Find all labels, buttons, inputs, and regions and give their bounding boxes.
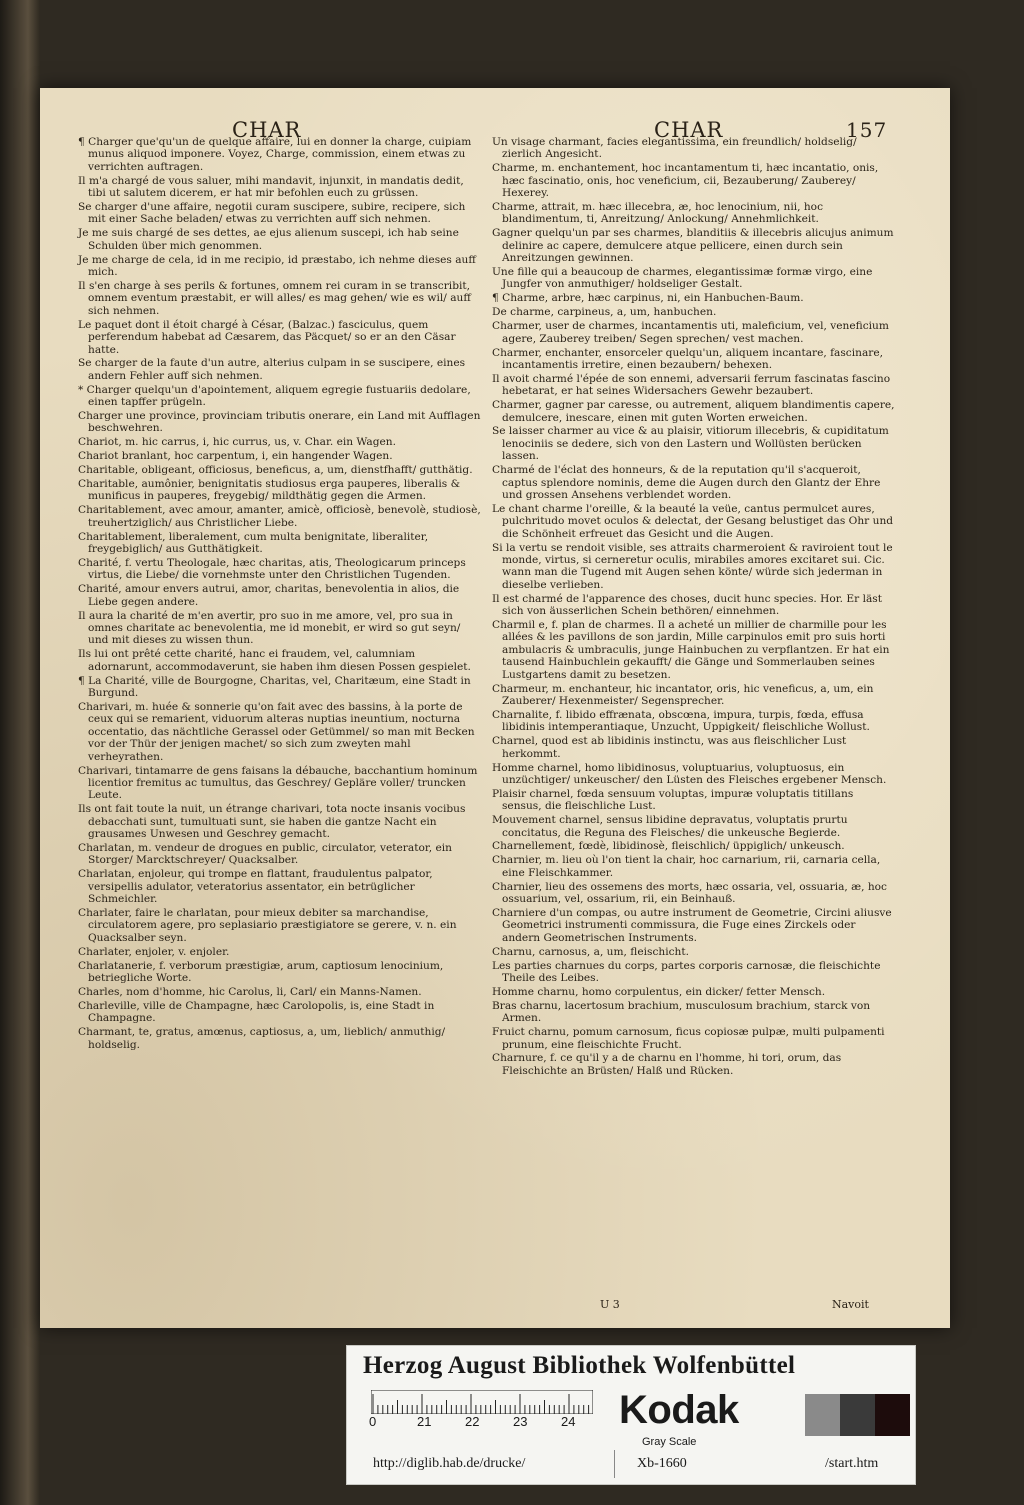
dictionary-entry: Charleville, ville de Champagne, hæc Carolopolis, is, eine Stadt in Champagne. — [78, 999, 435, 1025]
kodak-logo: Kodak — [619, 1388, 739, 1432]
dictionary-entry: Charivari, m. huée & sonnerie qu'on fait avec des bassins, à la porte de ceux qui se remarient, viduorum alteras nuptias ineuntium, nocturna occentatio, das nächtliche Gerassel oder Getümmel/ so man mit Becken vor der Thür der jenigen machet/ so sich zum zweyten mahl verheyrathen. — [78, 700, 475, 763]
shelfmark: Xb-1660 — [637, 1456, 687, 1471]
book-page — [40, 88, 950, 1328]
ruler-number: 0 — [369, 1414, 377, 1429]
dictionary-entry: Charmer, enchanter, ensorceler quelqu'un, aliquem incantare, fascinare, incantamentis irretire, einen bezaubern/ behexen. — [492, 346, 883, 371]
grayscale-label: Gray Scale — [642, 1436, 697, 1448]
dictionary-entry: Il s'en charge à ses perils & fortunes, omnem rei curam in se transcribit, omnem eventum præstabit, er will alles/ es mag gehen/ wie es wil/ auff sich nehmen. — [78, 279, 471, 317]
dictionary-entry: Plaisir charnel, fœda sensuum voluptas, impuræ voluptatis titillans sensus, die fleischliche Lust. — [492, 787, 854, 813]
dictionary-entry: Le chant charme l'oreille, & la beauté la veüe, cantus permulcet aures, pulchritudo movet oculos & delectat, der Gesang belustiget das Ohr und die Schönheit erfreuet das Gesicht und die Augen. — [492, 502, 894, 540]
running-head-right: CHAR — [654, 118, 724, 142]
dictionary-entry: Gagner quelqu'un par ses charmes, blanditiis & illecebris alicujus animum delinire ac capere, demulcere atque pellicere, einen durch sein Anreitzungen gewinnen. — [492, 227, 894, 265]
dictionary-entry: Le paquet dont il étoit chargé à César, (Balzac.) fasciculus, quem perferendum habebat ad Cæsarem, das Päcquet/ so er an den Cäsar hatte. — [78, 318, 456, 356]
dictionary-entry: Si la vertu se rendoit visible, ses attraits charmeroient & raviroient tout le monde, virtus, si cerneretur oculis, mirabiles amores excitaret sui. Cic. wann man die Tugend mit Augen sehen könte/ würde sich jederman in dieselbe verlieben. — [492, 541, 893, 591]
dictionary-entry: Bras charnu, lacertosum brachium, musculosum brachium, starck von Armen. — [492, 999, 871, 1025]
ruler-number: 22 — [465, 1414, 480, 1429]
dictionary-entry: Charnalite, f. libido effrænata, obscœna, impura, turpis, fœda, effusa libidinis intemperantiaque, Unzucht, Uppigkeit/ fleischliche Wollust. — [492, 708, 870, 734]
dictionary-entry: Chariot, m. hic carrus, i, hic currus, us, v. Char. ein Wagen. — [78, 436, 396, 449]
dictionary-entry: ¶ La Charité, ville de Bourgogne, Charitas, vel, Charitæum, eine Stadt in Burgund. — [78, 674, 471, 700]
dictionary-entry: Charles, nom d'homme, hic Carolus, li, Carl/ ein Manns-Namen. — [78, 985, 422, 998]
running-head-left: CHAR — [232, 118, 302, 142]
dictionary-entry: De charme, carpineus, a, um, hanbuchen. — [492, 306, 717, 319]
ruler-scale — [371, 1390, 593, 1414]
dictionary-entry: Charivari, tintamarre de gens faisans la débauche, bacchantium hominum licentior fremitus ac tumultus, das Geschrey/ Gepläre voller/ truncken Leute. — [78, 764, 478, 802]
dictionary-entry: Il est charmé de l'apparence des choses, ducit hunc species. Hor. Er läst sich von äusserlichen Schein bethören/ einnehmen. — [492, 592, 882, 618]
dictionary-entry: Les parties charnues du corps, partes corporis carnosæ, die fleischichte Theile des Leibes. — [492, 959, 881, 984]
ruler-number: 23 — [513, 1414, 528, 1429]
dictionary-entry: Je me suis chargé de ses dettes, ae ejus alienum suscepi, ich hab seine Schulden über mich genommen. — [78, 227, 459, 252]
dictionary-entry: Il m'a chargé de vous saluer, mihi mandavit, injunxit, in mandatis dedit, tibi ut salutem dicerem, er hat mir befohlen euch zu grüssen. — [78, 174, 464, 200]
dictionary-entry: Fruict charnu, pomum carnosum, ficus copiosæ pulpæ, multi pulpamenti prunum, eine fleischichte Frucht. — [492, 1026, 885, 1051]
dictionary-entry: Charmil e, f. plan de charmes. Il a acheté un millier de charmille pour les allées & les pavillons de son jardin, Mille carpinulos emit pro suis horti ambulacris & umbraculis, junge Hainbuchen zu verpflantzen. Er hat ein tausend Hainbuchlein gekaufft/ die Gänge und Sommerlauben seines Lustgartens damit zu besetzen. — [492, 619, 890, 681]
dictionary-entry: Charlater, enjoler, v. enjoler. — [78, 945, 230, 958]
right-column — [492, 136, 896, 1079]
dictionary-entry: Charlater, faire le charlatan, pour mieux debiter sa marchandise, circulatorem agere, pro seplasiario præstigiatore se gerere, v. n. ein Quacksalber seyn. — [78, 906, 457, 944]
dictionary-entry: Charger une province, provinciam tributis onerare, ein Land mit Aufflagen beschwehren. — [78, 410, 481, 435]
dictionary-entry: Se laisser charmer au vice & au plaisir, vitiorum illecebris, & cupiditatum lenociniis se dedere, sich von den Lastern und Wollüsten berücken lassen. — [492, 425, 889, 463]
dictionary-entry: Charmer, user de charmes, incantamentis uti, maleficium, vel, veneficium agere, Zauberey treiben/ Segen sprechen/ vest machen. — [492, 320, 889, 345]
catchword: Navoit — [832, 1298, 869, 1311]
gray-patch-light — [805, 1394, 840, 1436]
dictionary-entry: Charnellement, fœdè, libidinosè, fleischlich/ üppiglich/ unkeusch. — [492, 840, 845, 853]
signature-mark: U 3 — [600, 1298, 620, 1311]
dictionary-entry: Charnu, carnosus, a, um, fleischicht. — [492, 945, 689, 958]
library-label-card — [346, 1345, 916, 1485]
dictionary-entry: Charnier, m. lieu où l'on tient la chair, hoc carnarium, rii, carnaria cella, eine Fleischkammer. — [492, 854, 881, 879]
dictionary-entry: Charlatanerie, f. verborum præstigiæ, arum, captiosum lenocinium, betriegliche Worte. — [78, 959, 444, 984]
dictionary-entry: Charitable, obligeant, officiosus, beneficus, a, um, dienstfhafft/ gutthätig. — [78, 464, 473, 477]
dictionary-entry: Se charger de la faute d'un autre, alterius culpam in se suscipere, eines andern Fehler auff sich nehmen. — [78, 357, 466, 382]
divider — [614, 1450, 615, 1478]
dictionary-entry: Charité, amour envers autrui, amor, charitas, benevolentia in alios, die Liebe gegen andere. — [78, 583, 460, 608]
dictionary-entry: Charnier, lieu des ossemens des morts, hæc ossaria, vel, ossuaria, æ, hoc ossuarium, vel, ossarium, rii, ein Beinhauß. — [492, 880, 887, 906]
dictionary-entry: Je me charge de cela, id in me recipio, id præstabo, ich nehme dieses auff mich. — [78, 253, 476, 279]
dictionary-entry: Un visage charmant, facies elegantissima, ein freundlich/ holdselig/ zierlich Angesicht. — [492, 136, 857, 161]
dictionary-entry: Charme, attrait, m. hæc illecebra, æ, hoc lenocinium, nii, hoc blandimentum, ti, Anreitzung/ Anlockung/ Annehmlichkeit. — [492, 201, 823, 226]
dictionary-entry: Charme, m. enchantement, hoc incantamentum ti, hæc incantatio, onis, hæc fascinatio, onis, hoc veneficium, cii, Bezauberung/ Zauberey/ Hexerey. — [492, 162, 879, 200]
dictionary-entry: Il aura la charité de m'en avertir, pro suo in me amore, vel, pro sua in omnes charitate ac benevolentia, me id monebit, er wird so gut seyn/ und mit dieses zu wissen thun. — [78, 609, 461, 647]
dictionary-entry: Charnure, f. ce qu'il y a de charnu en l'homme, hi tori, orum, das Fleischichte an Brüsten/ Halß und Rücken. — [492, 1052, 842, 1077]
gray-patch-mid — [840, 1394, 875, 1436]
start-link: /start.htm — [825, 1456, 879, 1471]
dictionary-entry: Charmer, gagner par caresse, ou autrement, aliquem blandimentis capere, demulcere, inescare, einen mit guten Worten erweichen. — [492, 399, 895, 424]
dictionary-entry: Charmeur, m. enchanteur, hic incantator, oris, hic veneficus, a, um, ein Zauberer/ Hexenmeister/ Segensprecher. — [492, 682, 874, 707]
dictionary-entry: Charité, f. vertu Theologale, hæc charitas, atis, Theologicarum princeps virtus, die Liebe/ die vornehmste unter den Christlichen Tugenden. — [78, 557, 466, 582]
ruler-number: 21 — [417, 1414, 432, 1429]
page-number: 157 — [846, 118, 888, 142]
dictionary-entry: Charlatan, enjoleur, qui trompe en flattant, fraudulentus palpator, versipellis adulator, veteratorius assentator, ein betrüglicher Schmeichler. — [78, 868, 433, 906]
dictionary-entry: ¶ Charme, arbre, hæc carpinus, ni, ein Hanbuchen-Baum. — [492, 292, 804, 305]
dictionary-entry: Charitablement, avec amour, amanter, amicè, officiosè, benevolè, studiosè, treuhertziglich/ aus Christlicher Liebe. — [78, 504, 481, 529]
left-column — [78, 136, 482, 1052]
dictionary-entry: Une fille qui a beaucoup de charmes, elegantissimæ formæ virgo, eine Jungfer von anmuthiger/ holdseliger Gestalt. — [492, 266, 873, 291]
dictionary-entry: Charniere d'un compas, ou autre instrument de Geometrie, Circini aliusve Geometrici instrumenti commissura, die Fuge eines Zirckels oder andern Geometrischen Instruments. — [492, 906, 892, 944]
dictionary-entry: Charmant, te, gratus, amœnus, captiosus, a, um, lieblich/ anmuthig/ holdselig. — [78, 1026, 446, 1051]
dictionary-entry: Charitablement, liberalement, cum multa benignitate, liberaliter, freygebiglich/ aus Gutthätigkeit. — [78, 530, 429, 556]
ruler-number: 24 — [561, 1414, 576, 1429]
dictionary-entry: * Charger quelqu'un d'apointement, aliquem egregie fustuariis dedolare, einen tapffer prügeln. — [78, 383, 471, 409]
source-url: http://diglib.hab.de/drucke/ — [373, 1456, 526, 1471]
library-title: Herzog August Bibliothek Wolfenbüttel — [363, 1352, 796, 1379]
dictionary-entry: Il avoit charmé l'épée de son ennemi, adversarii ferrum fascinatas fascino hebetarat, er hat seines Widersachers Gewehr bezaubert. — [492, 372, 891, 398]
dictionary-entry: Ils lui ont prêté cette charité, hanc ei fraudem, vel, calumniam adornarunt, accommodaverunt, sie haben ihm diesen Possen gespielet. — [78, 648, 471, 673]
book-gutter — [0, 0, 40, 1505]
dictionary-entry: Homme charnu, homo corpulentus, ein dicker/ fetter Mensch. — [492, 985, 826, 998]
gray-patch-dark — [875, 1394, 910, 1436]
dictionary-entry: Chariot branlant, hoc carpentum, i, ein hangender Wagen. — [78, 450, 393, 463]
dictionary-entry: Charnel, quod est ab libidinis instinctu, was aus fleischlicher Lust herkommt. — [492, 735, 847, 760]
dictionary-entry: Mouvement charnel, sensus libidine depravatus, voluptatis prurtu concitatus, die Reguna des Fleisches/ die unkeusche Begierde. — [492, 814, 848, 839]
dictionary-entry: Charitable, aumônier, benignitatis studiosus erga pauperes, liberalis & munificus in pauperes, freygebig/ mildthätig gegen die Armen. — [78, 478, 461, 503]
dictionary-entry: Ils ont fait toute la nuit, un étrange charivari, tota nocte insanis vocibus debacchati sunt, tumultuati sunt, sie haben die gantze Nacht ein grausames Unwesen und Geschrey gemacht. — [78, 803, 466, 841]
dictionary-entry: Charlatan, m. vendeur de drogues en public, circulator, veterator, ein Storger/ Marcktschreyer/ Quacksalber. — [78, 841, 452, 867]
dictionary-entry: ¶ Charger que'qu'un de quelque affaire, lui en donner la charge, cuipiam munus aliquod imponere. Voyez, Charge, commission, einem etwas zu verrichten auftragen. — [78, 136, 472, 173]
dictionary-entry: Charmé de l'éclat des honneurs, & de la reputation qu'il s'acqueroit, captus splendore nominis, deme die Augen durch den Glantz der Ehre und grossen Ansehens verblendet worden. — [492, 464, 881, 501]
dictionary-entry: Se charger d'une affaire, negotii curam suscipere, subire, recipere, sich mit einer Sache beladen/ etwas zu verrichten auff sich nehmen. — [78, 201, 466, 226]
dictionary-entry: Homme charnel, homo libidinosus, voluptuarius, voluptuosus, ein unzüchtiger/ unkeuscher/ den Lüsten des Fleisches ergebener Mensch. — [492, 761, 887, 786]
